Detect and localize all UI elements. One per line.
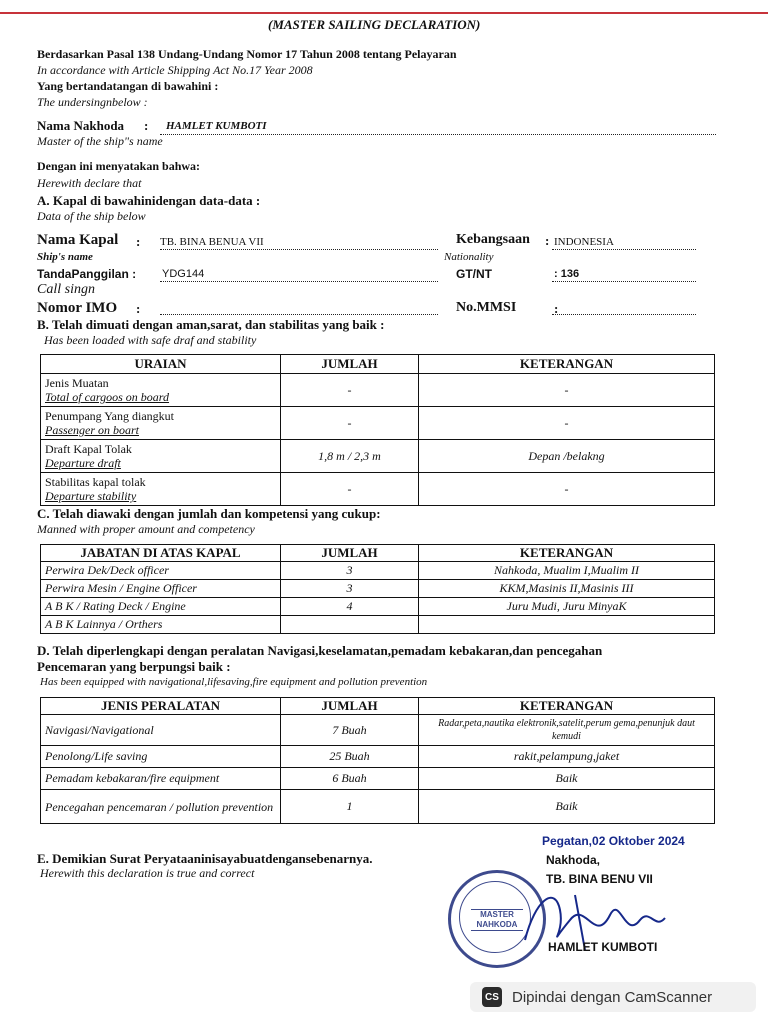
cell-label: Draft Kapal Tolak (45, 442, 132, 456)
top-red-line (0, 12, 768, 14)
section-b-heading: B. Telah dimuati dengan aman,sarat, dan stabilitas yang baik : (37, 317, 385, 332)
imo-label: Nomor IMO (37, 300, 118, 316)
cell-jumlah: - (281, 407, 419, 440)
section-d-heading-2: Pencemaran yang berpungsi baik : (37, 659, 231, 674)
gtnt-dotted-line (552, 280, 696, 282)
cell-label-en: Passenger on boart (45, 423, 139, 437)
cell-jumlah: 1,8 m / 2,3 m (281, 440, 419, 473)
cell-label: Pemadam kebakaran/fire equipment (41, 768, 281, 790)
gtnt-value: : 136 (554, 268, 580, 280)
cell-label: A B K / Rating Deck / Engine (41, 598, 281, 616)
section-d-sub: Has been equipped with navigational,lifesaving,fire equipment and pollution prevention (40, 676, 428, 688)
declare-line-1: Dengan ini menyatakan bahwa: (37, 159, 201, 173)
ship-name-value: TB. BINA BENUA VII (160, 236, 264, 248)
crew-header-jumlah: JUMLAH (281, 545, 419, 562)
camscanner-logo-icon: CS (482, 987, 502, 1007)
mmsi-colon: : (554, 301, 559, 316)
cell-label: A B K Lainnya / Orthers (41, 616, 281, 634)
ship-name-label: Nama Kapal (37, 232, 119, 248)
cell-jumlah: 3 (281, 580, 419, 598)
loading-header-uraian: URAIAN (41, 355, 281, 374)
cell-keterangan: - (419, 407, 715, 440)
table-row (41, 473, 715, 506)
cell-jumlah: - (281, 473, 419, 506)
section-e-sub: Herewith this declaration is true and correct (40, 866, 255, 880)
cell-keterangan: Juru Mudi, Juru MinyaK (419, 598, 715, 616)
signature-name: HAMLET KUMBOTI (548, 940, 658, 954)
intro-line-4: The undersingnbelow : (37, 95, 148, 109)
cell-keterangan (419, 616, 715, 634)
signature-place-date: Pegatan,02 Oktober 2024 (542, 834, 685, 848)
table-row (41, 440, 715, 473)
crew-header-jabatan: JABATAN DI ATAS KAPAL (41, 545, 281, 562)
signature-role: Nakhoda, (546, 853, 601, 867)
cell-jumlah (281, 616, 419, 634)
cell-keterangan: Depan /belakng (419, 440, 715, 473)
cell-keterangan: KKM,Masinis II,Masinis III (419, 580, 715, 598)
table-row (41, 598, 715, 616)
mmsi-dotted-line (552, 313, 696, 315)
equipment-header-jenis: JENIS PERALATAN (41, 698, 281, 715)
gtnt-label: GT/NT (456, 267, 492, 281)
nationality-colon: : (545, 233, 550, 248)
table-row (41, 768, 715, 790)
table-row (41, 790, 715, 824)
equipment-table (40, 697, 715, 824)
cell-keterangan: rakit,pelampung,jaket (419, 746, 715, 768)
section-e-heading: E. Demikian Surat Peryataaninisayabuatdengansebenarnya. (37, 851, 373, 866)
callsign-sub: Call singn (37, 282, 95, 297)
loading-header-keterangan: KETERANGAN (419, 355, 715, 374)
table-row (41, 616, 715, 634)
cell-label: Stabilitas kapal tolak (45, 475, 146, 489)
cell-label: Pencegahan pencemaran / pollution prevention (41, 790, 281, 824)
cell-keterangan: Nahkoda, Mualim I,Mualim II (419, 562, 715, 580)
table-row (41, 715, 715, 746)
section-c-heading: C. Telah diawaki dengan jumlah dan kompetensi yang cukup: (37, 506, 381, 521)
stamp-text: MASTER NAHKODA (471, 909, 523, 931)
intro-line-2: In accordance with Article Shipping Act No.17 Year 2008 (37, 63, 313, 77)
cell-keterangan: Baik (419, 790, 715, 824)
master-name-dotted-line (160, 133, 716, 135)
cell-keterangan: - (419, 473, 715, 506)
cell-label: Penolong/Life saving (41, 746, 281, 768)
table-row (41, 407, 715, 440)
crew-header-keterangan: KETERANGAN (419, 545, 715, 562)
cell-jumlah: 3 (281, 562, 419, 580)
cell-jumlah: 25 Buah (281, 746, 419, 768)
equipment-header-keterangan: KETERANGAN (419, 698, 715, 715)
nationality-value: INDONESIA (554, 236, 614, 248)
cell-label: Perwira Dek/Deck officer (41, 562, 281, 580)
ship-name-sub: Ship's name (37, 251, 93, 263)
table-row (41, 746, 715, 768)
cell-jumlah: 7 Buah (281, 715, 419, 746)
intro-line-1: Berdasarkan Pasal 138 Undang-Undang Nomor 17 Tahun 2008 tentang Pelayaran (37, 47, 457, 61)
ship-name-dotted-line (160, 248, 438, 250)
declare-line-2: Herewith declare that (37, 176, 142, 190)
cell-jumlah: - (281, 374, 419, 407)
master-name-value: HAMLET KUMBOTI (166, 120, 267, 132)
section-d-heading-1: D. Telah diperlengkapi dengan peralatan Navigasi,keselamatan,pemadam kebakaran,dan pencegahan (37, 643, 603, 658)
nationality-sub: Nationality (444, 251, 494, 263)
cell-keterangan: Radar,peta,nautika elektronik,satelit,perum gema,penunjuk daut kemudi (419, 715, 715, 746)
master-name-label: Nama Nakhoda (37, 118, 125, 133)
signature-ship: TB. BINA BENU VII (546, 872, 653, 886)
cell-jumlah: 6 Buah (281, 768, 419, 790)
loading-header-jumlah: JUMLAH (281, 355, 419, 374)
nationality-label: Kebangsaan (456, 232, 530, 247)
intro-line-3: Yang bertandatangan di bawahini : (37, 79, 219, 93)
master-name-sublabel: Master of the ship"s name (37, 134, 163, 148)
cell-label-en: Total of cargoos on board (45, 390, 170, 404)
crew-table (40, 544, 715, 634)
section-b-sub: Has been loaded with safe draf and stability (44, 333, 257, 347)
camscanner-text: Dipindai dengan CamScanner (512, 988, 713, 1006)
callsign-value: YDG144 (162, 268, 205, 280)
nationality-dotted-line (552, 248, 696, 250)
cell-label: Penumpang Yang diangkut (45, 409, 174, 423)
cell-label: Navigasi/Navigational (41, 715, 281, 746)
cell-jumlah: 1 (281, 790, 419, 824)
cell-keterangan: - (419, 374, 715, 407)
cell-keterangan: Baik (419, 768, 715, 790)
document-title: (MASTER SAILING DECLARATION) (268, 17, 481, 32)
master-name-colon: : (144, 118, 149, 133)
callsign-label: TandaPanggilan : (37, 267, 137, 281)
table-row (41, 562, 715, 580)
cell-jumlah: 4 (281, 598, 419, 616)
cell-label: Perwira Mesin / Engine Officer (41, 580, 281, 598)
ship-name-colon: : (136, 234, 141, 249)
table-row (41, 580, 715, 598)
section-c-sub: Manned with proper amount and competency (37, 522, 255, 536)
mmsi-label: No.MMSI (456, 300, 517, 315)
cell-label-en: Departure stability (45, 489, 137, 503)
imo-dotted-line (160, 313, 438, 315)
camscanner-badge (470, 982, 756, 1012)
section-a-sub: Data of the ship below (37, 209, 146, 223)
callsign-dotted-line (160, 280, 438, 282)
equipment-header-jumlah: JUMLAH (281, 698, 419, 715)
cell-label: Jenis Muatan (45, 376, 109, 390)
imo-colon: : (136, 301, 141, 316)
table-row (41, 374, 715, 407)
cell-label-en: Departure draft (45, 456, 121, 470)
loading-table (40, 354, 715, 506)
section-a-heading: A. Kapal di bawahinidengan data-data : (37, 193, 261, 208)
